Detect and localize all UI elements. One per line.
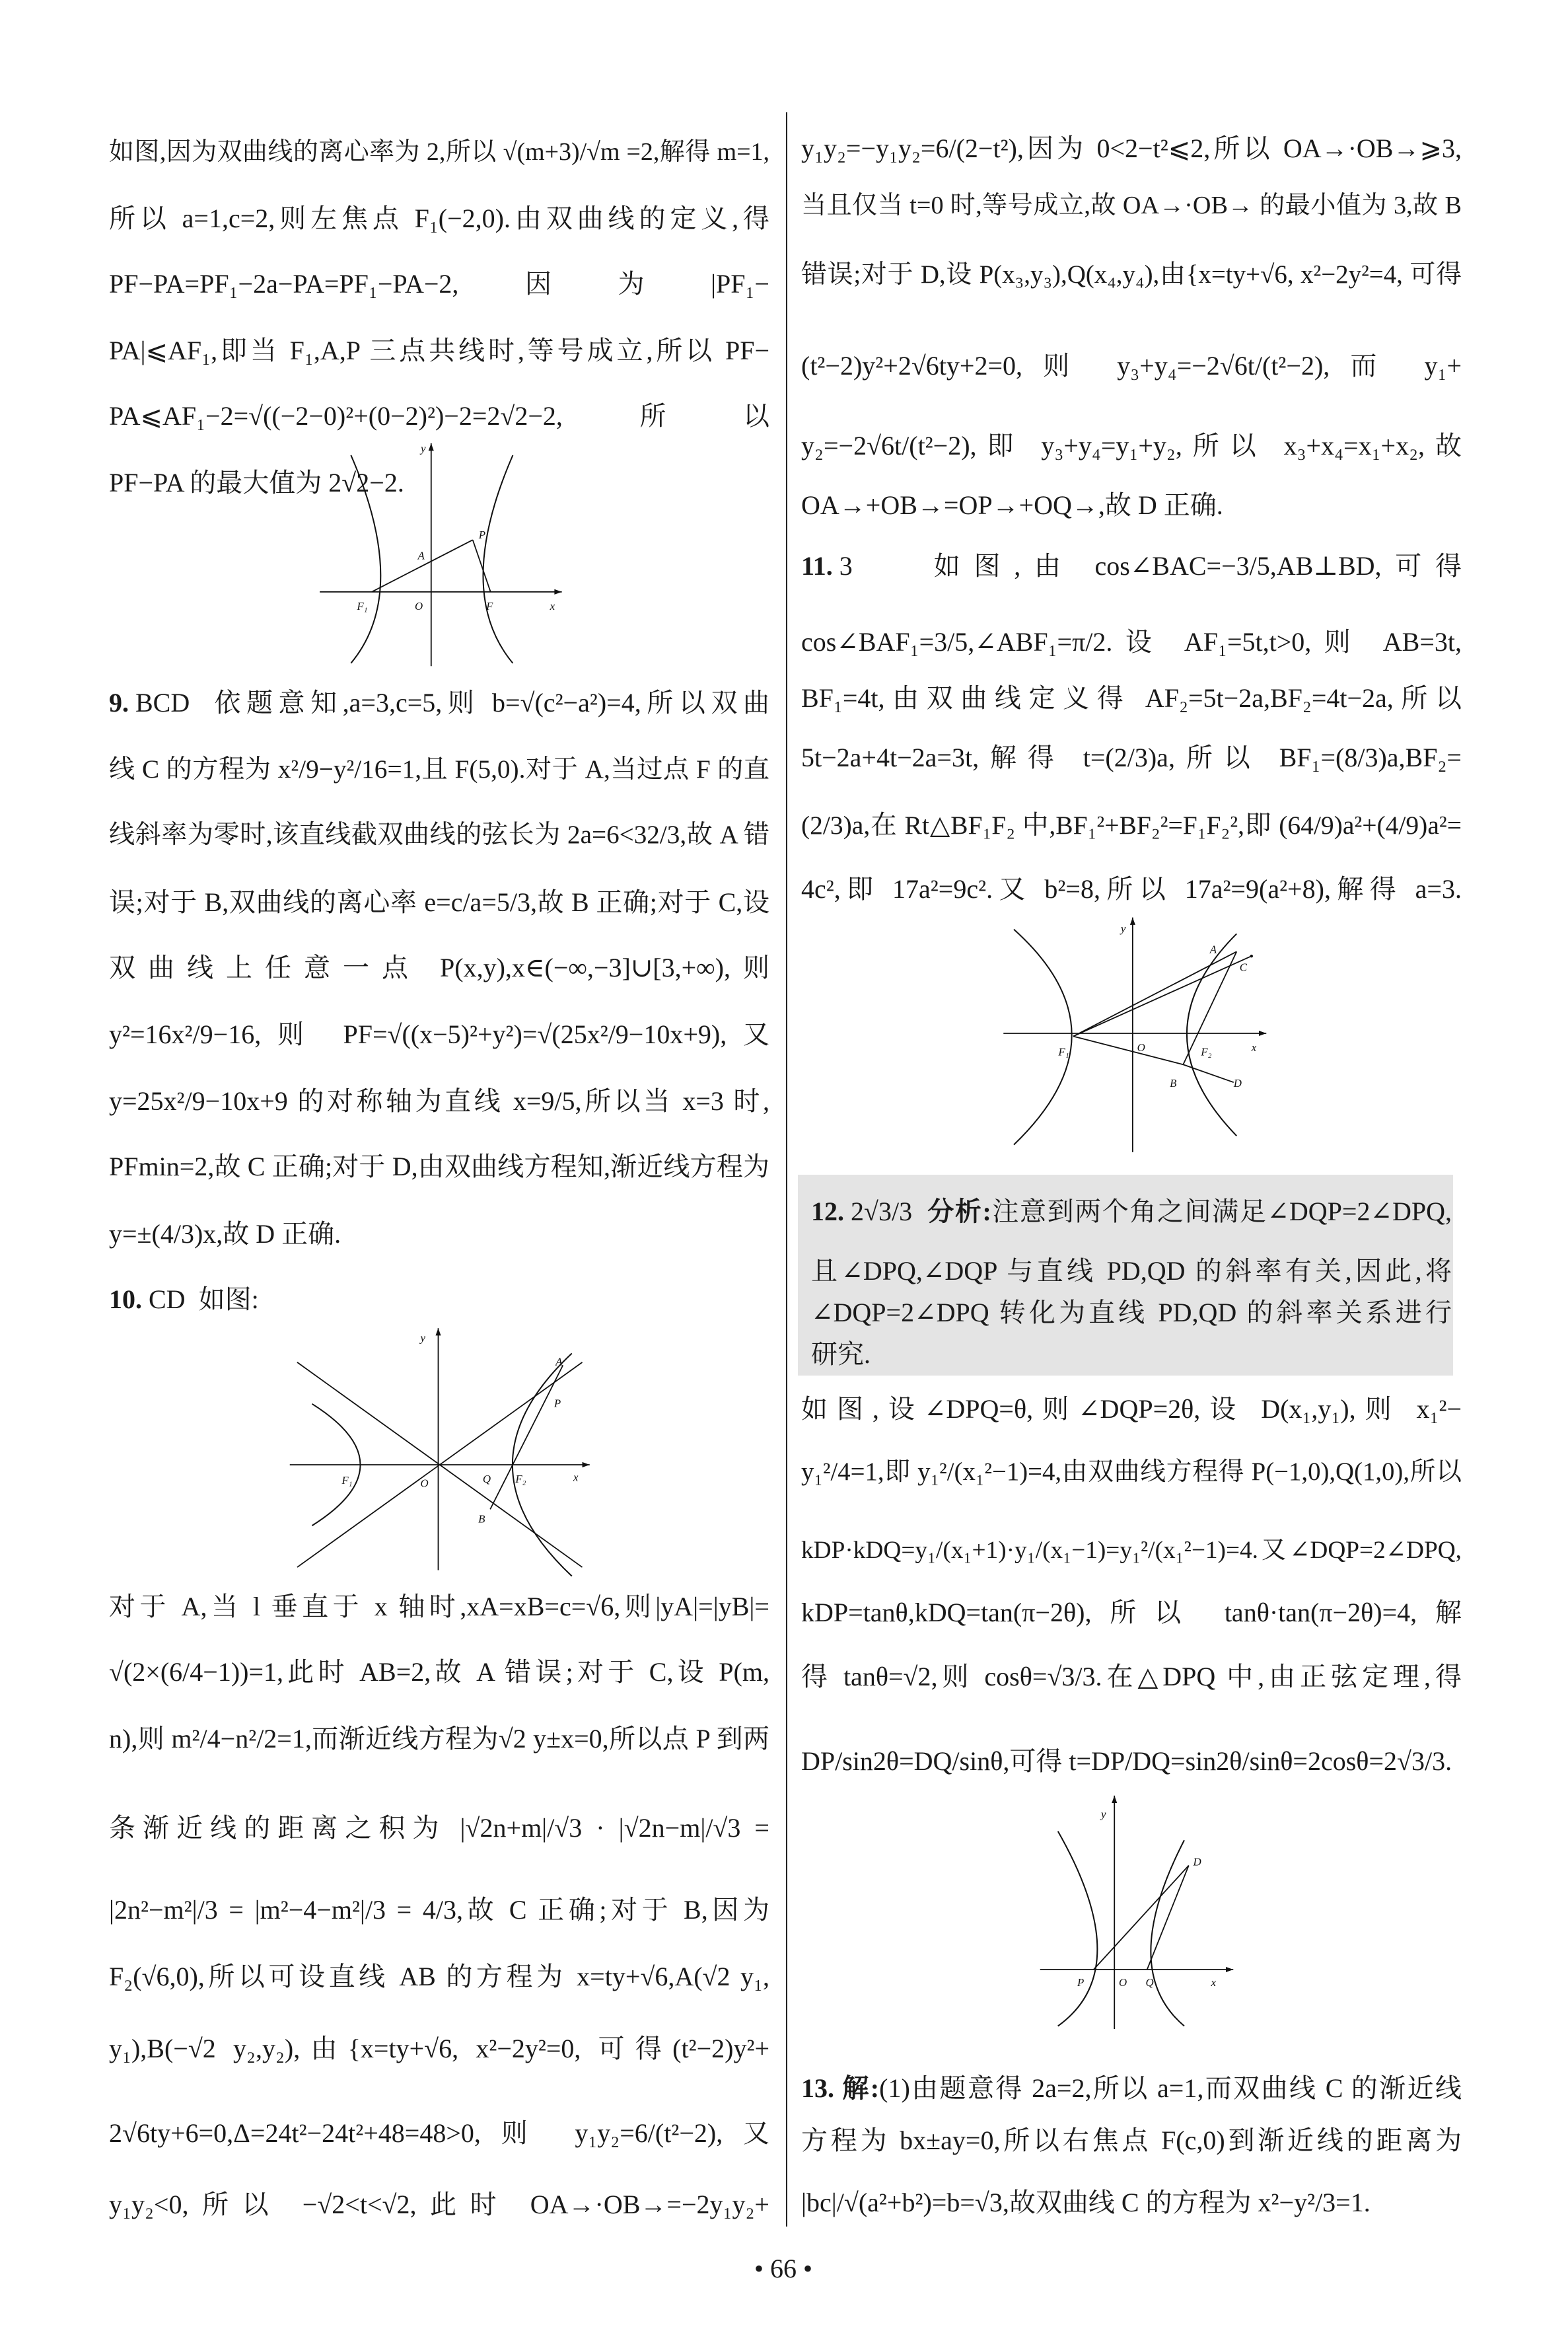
label-B: B [1170,1076,1177,1089]
text-line: OA→+OB→=OP→+OQ→,故 D 正确. [801,490,1223,520]
label-y: y [420,1331,426,1345]
text-line: 如图,因为双曲线的离心率为 2,所以 √(m+3)/√m =2,解得 m=1, [109,138,769,166]
label-Q: Q [1145,1975,1154,1989]
label-y: y [421,442,426,455]
label-F2: F₂ [515,1472,526,1485]
label-F: F [485,599,493,612]
question-number: 12. [811,1197,844,1226]
text-line: 线 C 的方程为 x²/9−y²/16=1,且 F(5,0).对于 A,当过点 F 的直 [109,755,769,784]
text-line: PF−PA 的最大值为 2√2−2. [109,468,404,498]
text-line: y=25x²/9−10x+9 的对称轴为直线 x=9/5,所以当 x=3 时, [109,1086,769,1116]
answer: 3 [839,551,853,581]
text-line [109,1283,769,1316]
text-span: 如图,由 cos∠BAC=−3/5,AB⊥BD,可得 [933,551,1462,581]
text-line: BF₁=4t,由双曲线定义得 AF₂=5t−2a,BF₂=4t−2a,所以 [801,683,1462,713]
label-F1: F₁ [357,599,368,612]
text-line: |2n²−m²|/3 = |m²−4−m²|/3 = 4/3,故 C 正确;对于 B,因为 [109,1895,769,1925]
label-B: B [478,1512,485,1526]
text-line [811,1195,1452,1228]
figure-hyperbola-2 [285,1323,597,1576]
text-span: 如图: [198,1284,259,1314]
text-line: y₂=−2√6t/(t²−2),即 y₃+y₄=y₁+y₂,所以 x₃+x₄=x₁+x₂,故 [801,431,1462,461]
text-line: 当且仅当 t=0 时,等号成立,故 OA→·OB→ 的最小值为 3,故 B [801,192,1462,219]
text-line: F₂(√6,0),所以可设直线 AB 的方程为 x=ty+√6,A(√2 y₁, [109,1962,769,1991]
text-line: n),则 m²/4−n²/2=1,而渐近线方程为√2 y±x=0,所以点 P 到两 [109,1724,769,1753]
text-line: 研究. [811,1339,871,1369]
label-P: P [1077,1975,1085,1989]
text-line: 双曲线上任意一点 P(x,y),x∈(−∞,−3]∪[3,+∞),则 [109,953,769,982]
question-number: 11. [801,551,833,581]
figure-hyperbola-4 [1025,1791,1236,2029]
label-x: x [573,1471,579,1484]
text-line: 得 tanθ=√2,则 cosθ=√3/3.在△DPQ 中,由正弦定理,得 [801,1662,1462,1691]
text-line: y₁y₂=−y₁y₂=6/(2−t²),因为 0<2−t²⩽2,所以 OA→·OB→⩾3, [801,133,1462,163]
label-O: O [1137,1041,1145,1054]
page-number: • 66 • [754,2254,812,2283]
text-line: ∠DQP=2∠DPQ 转化为直线 PD,QD 的斜率关系进行 [811,1298,1452,1327]
text-span: 注意到两个角之间满足∠DQP=2∠DPQ, [991,1197,1452,1226]
text-line: 对于 A,当 l 垂直于 x 轴时,xA=xB=c=√6,则|yA|=|yB|= [109,1592,769,1621]
label-O: O [1119,1975,1127,1989]
text-line: 如图,设∠DPQ=θ,则∠DQP=2θ,设 D(x₁,y₁),则 x₁²− [801,1394,1462,1424]
text-line: PA|⩽AF₁,即当 F₁,A,P 三点共线时,等号成立,所以 PF− [109,336,769,365]
label-A: A [1209,943,1217,956]
label-C: C [1239,961,1248,974]
solution-label: 解: [841,2073,880,2103]
text-line [801,550,1462,583]
text-line: y₁),B(−√2 y₂,y₂),由{x=ty+√6, x²−2y²=0, 可得(t²−2)y²+ [109,2034,769,2063]
text-line: 条渐近线的距离之积为 |√2n+m|/√3 · |√2n−m|/√3 = [109,1813,769,1843]
text-span: 依题意知,a=3,c=5,则 b=√(c²−a²)=4,所以双曲 [214,688,770,718]
text-line: y²=16x²/9−16,则 PF=√((x−5)²+y²)=√(25x²/9−10x+9),又 [109,1019,769,1049]
question-number: 13. [801,2073,834,2103]
label-y: y [1120,922,1126,936]
text-line: 且∠DPQ,∠DQP 与直线 PD,QD 的斜率有关,因此,将 [811,1256,1452,1286]
label-F1: F₁ [1058,1045,1069,1058]
label-P: P [478,528,486,541]
text-line: √(2×(6/4−1))=1,此时 AB=2,故 A 错误;对于 C,设 P(m, [109,1657,769,1687]
text-line: (2/3)a,在 Rt△BF₁F₂ 中,BF₁²+BF₂²=F₁F₂²,即 (64/9)a²+(4/9)a²= [801,811,1462,840]
label-A: A [417,549,425,562]
text-line: y₁y₂<0,所以 −√2<t<√2,此时 OA→·OB→=−2y₁y₂+ [109,2190,769,2219]
figure-hyperbola-1 [314,431,581,677]
label-D: D [1193,1855,1201,1868]
label-O: O [415,599,423,612]
text-span: (1)由题意得 2a=2,所以 a=1,而双曲线 C 的渐近线 [879,2073,1462,2103]
text-line: |bc|/√(a²+b²)=b=√3,故双曲线 C 的方程为 x²−y²/3=1. [801,2188,1371,2217]
column-divider [786,112,787,2227]
label-F1: F₁ [341,1474,353,1487]
text-line: DP/sin2θ=DQ/sinθ,可得 t=DP/DQ=sin2θ/sinθ=2cosθ=2√3/3. [801,1746,1452,1776]
label-A: A [555,1355,563,1368]
text-line: 4c²,即 17a²=9c².又 b²=8,所以 17a²=9(a²+8),解得 a=3. [801,874,1462,904]
question-number: 9. [109,688,129,718]
text-line: PF−PA=PF₁−2a−PA=PF₁−PA−2,因为|PF₁− [109,269,769,299]
text-line: kDP·kDQ=y₁/(x₁+1)·y₁/(x₁−1)=y₁²/(x₁²−1)=4.又∠DQP=2∠DPQ, [801,1537,1462,1564]
label-y: y [1101,1808,1106,1821]
figure-hyperbola-3 [996,914,1271,1152]
text-line [801,2072,1462,2105]
text-line: PFmin=2,故 C 正确;对于 D,由双曲线方程知,渐近线方程为 [109,1152,769,1181]
label-x: x [1211,1975,1216,1989]
answer: CD [149,1284,186,1314]
analysis-label: 分析: [927,1197,991,1226]
label-Q: Q [482,1472,491,1485]
text-line: cos∠BAF₁=3/5,∠ABF₁=π/2.设 AF₁=5t,t>0,则 AB=3t, [801,627,1462,657]
label-F2: F₂ [1201,1045,1212,1058]
text-line: 线斜率为零时,该直线截双曲线的弦长为 2a=6<32/3,故 A 错 [109,821,769,849]
text-line: y₁²/4=1,即 y₁²/(x₁²−1)=4,由双曲线方程得 P(−1,0),Q(1,0),所以 [801,1458,1462,1486]
text-line: 5t−2a+4t−2a=3t,解得 t=(2/3)a,所以 BF₁=(8/3)a,BF₂= [801,743,1462,772]
text-line: 错误;对于 D,设 P(x₃,y₃),Q(x₄,y₄),由{x=ty+√6, x²−2y²=4, 可得 [801,260,1462,289]
label-x: x [1251,1041,1257,1054]
text-line: y=±(4/3)x,故 D 正确. [109,1219,341,1249]
answer: BCD [135,688,190,718]
label-O: O [420,1477,429,1490]
question-number: 10. [109,1284,142,1314]
text-line [109,686,769,720]
label-D: D [1233,1076,1242,1089]
text-line: 所以 a=1,c=2,则左焦点 F₁(−2,0).由双曲线的定义,得 [109,203,769,233]
text-line: 误;对于 B,双曲线的离心率 e=c/a=5/3,故 B 正确;对于 C,设 [109,887,769,917]
text-line: 2√6ty+6=0,Δ=24t²−24t²+48=48>0,则 y₁y₂=6/(t²−2),又 [109,2118,769,2148]
text-line: PA⩽AF₁−2=√((−2−0)²+(0−2)²)−2=2√2−2,所以 [109,401,769,431]
label-x: x [550,599,555,612]
text-line: (t²−2)y²+2√6ty+2=0,则 y₃+y₄=−2√6t/(t²−2),而 y₁+ [801,351,1462,381]
text-line: kDP=tanθ,kDQ=tan(π−2θ),所以 tanθ·tan(π−2θ)=4,解 [801,1598,1462,1627]
answer: 2√3/3 [851,1197,913,1226]
label-P: P [553,1397,561,1410]
text-line: 方程为 bx±ay=0,所以右焦点 F(c,0)到渐近线的距离为 [801,2125,1462,2155]
